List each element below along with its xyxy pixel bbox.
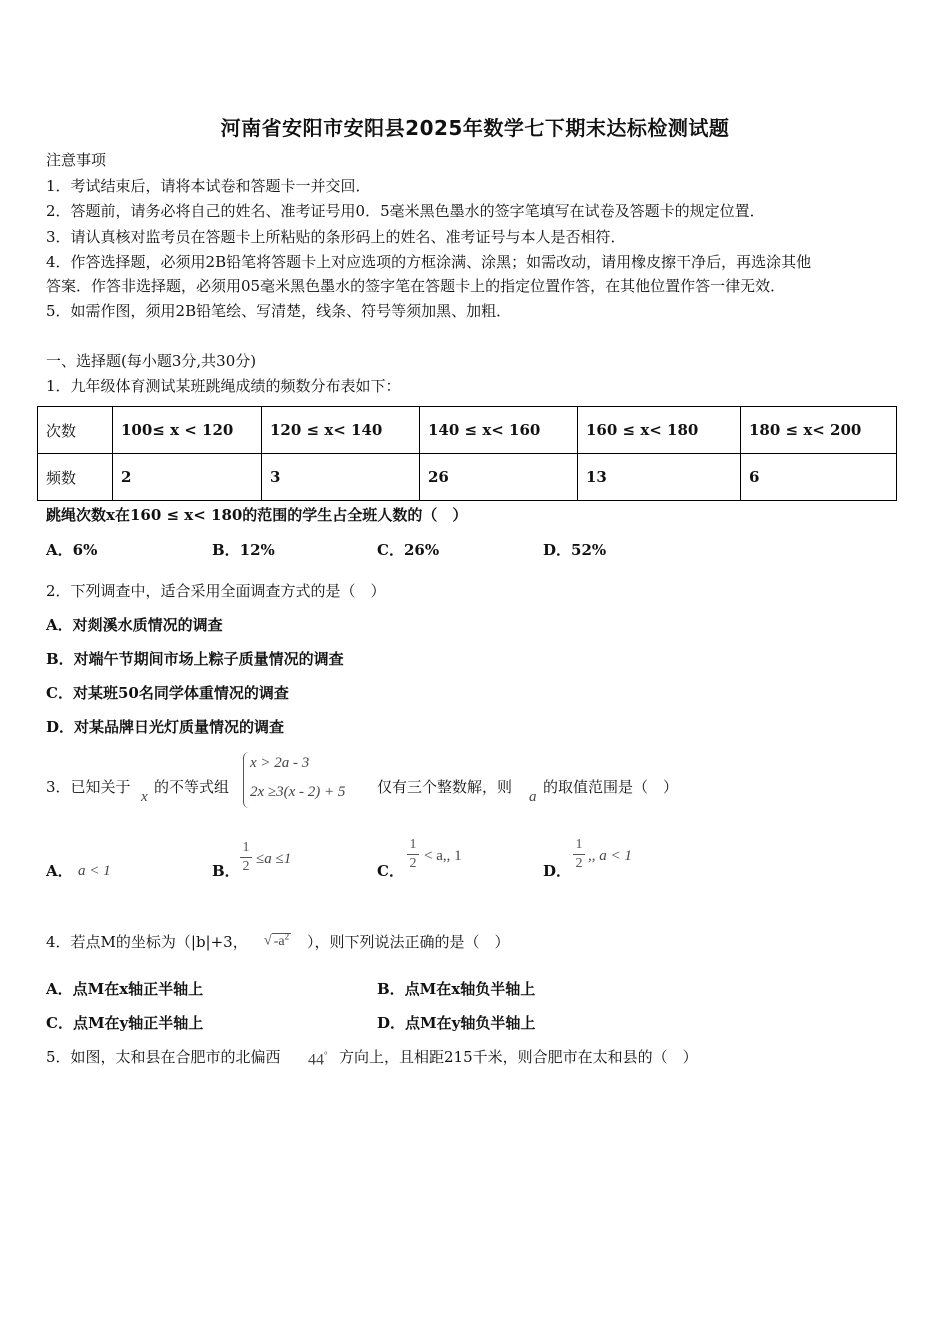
q1-option-c: C．26% — [377, 541, 440, 559]
q2-stem: 2．下列调查中，适合采用全面调查方式的是（ ） — [46, 582, 386, 600]
page-title: 河南省安阳市安阳县2025年数学七下期末达标检测试题 — [220, 116, 730, 140]
fraction-bar — [240, 857, 252, 858]
q3-option-c-tail: < a,, 1 — [424, 848, 462, 864]
table-cell: 160 ≤ x< 180 — [578, 407, 741, 454]
fraction-bar — [407, 854, 419, 855]
frequency-table — [37, 406, 897, 501]
q3-option-b-tail: ≤a ≤1 — [256, 851, 292, 867]
fraction-denominator: 2 — [575, 856, 583, 871]
table-cell: 140 ≤ x< 160 — [420, 407, 578, 454]
q3-option-b-fraction — [240, 840, 252, 875]
q5-stem-start: 5．如图，太和县在合肥市的北偏西 — [46, 1048, 281, 1066]
q3-var-x: x — [141, 789, 148, 805]
inequality-brace — [243, 752, 250, 808]
q3-option-d-tail: ,, a < 1 — [588, 848, 632, 864]
notice-item-4-cont: 答案．作答非选择题，必须用05毫米黑色墨水的签字笔在答题卡上的指定位置作答，在其他位置作答一律无效． — [46, 277, 786, 295]
q1-option-b: B．12% — [212, 541, 275, 559]
q3-inequality-1: x > 2a - 3 — [250, 755, 310, 771]
table-row — [38, 454, 897, 501]
sqrt-content: -a — [273, 933, 285, 949]
q1-option-d: D．52% — [543, 541, 607, 559]
q3-option-a-label: A． — [46, 862, 73, 880]
notice-heading: 注意事项 — [46, 151, 107, 169]
fraction-bar — [573, 854, 585, 855]
q3-option-b-label: B． — [212, 862, 240, 880]
q4-sqrt — [264, 926, 291, 952]
q2-option-c: C．对某班50名同学体重情况的调查 — [46, 684, 289, 702]
q3-option-d-label: D． — [543, 862, 572, 880]
q3-suffix: 仅有三个整数解，则 — [377, 778, 513, 796]
q4-option-b: B．点M在x轴负半轴上 — [377, 980, 536, 998]
notice-item-3: 3．请认真核对监考员在答题卡上所粘贴的条形码上的姓名、准考证号与本人是否相符． — [46, 228, 626, 246]
q4-option-c: C．点M在y轴正半轴上 — [46, 1014, 204, 1032]
table-cell: 100≤ x < 120 — [113, 407, 262, 454]
fraction-numerator: 1 — [575, 837, 583, 852]
table-cell: 13 — [578, 454, 741, 501]
degree-symbol: ° — [324, 1050, 328, 1060]
sqrt-radicand — [272, 933, 291, 949]
q5-angle — [308, 1045, 328, 1070]
q4-option-a: A．点M在x轴正半轴上 — [46, 980, 204, 998]
fraction-numerator: 1 — [409, 837, 417, 852]
fraction-denominator: 2 — [409, 856, 417, 871]
q3-var-a: a — [529, 789, 537, 805]
fraction-denominator: 2 — [242, 859, 250, 874]
q3-option-a-value: a < 1 — [78, 863, 111, 879]
table-cell: 180 ≤ x< 200 — [741, 407, 897, 454]
q4-option-d: D．点M在y轴负半轴上 — [377, 1014, 536, 1032]
sqrt-exponent: 2 — [284, 931, 290, 941]
q3-prefix: 3．已知关于 — [46, 778, 131, 796]
notice-item-4: 4．作答选择题，必须用2B铅笔将答题卡上对应选项的方框涂满、涂黑；如需改动，请用橡皮擦干净后，再选涂其他 — [46, 253, 812, 271]
q4-stem-start: 4．若点M的坐标为（|b|+3， — [46, 933, 248, 951]
sqrt-icon: √ — [264, 933, 272, 949]
q3-option-d-fraction — [573, 837, 585, 872]
table-cell: 2 — [113, 454, 262, 501]
q1-question: 跳绳次数x在160 ≤ x< 180的范围的学生占全班人数的（ ） — [46, 506, 468, 524]
notice-item-1: 1．考试结束后，请将本试卷和答题卡一并交回． — [46, 177, 371, 195]
notice-item-5: 5．如需作图，须用2B铅笔绘、写清楚，线条、符号等须加黑、加粗． — [46, 302, 512, 320]
q1-option-a: A．6% — [46, 541, 98, 559]
table-row — [38, 407, 897, 454]
notice-item-2: 2．答题前，请务必将自己的姓名、准考证号用0．5毫米黑色墨水的签字笔填写在试卷及答题卡的规定位置． — [46, 202, 765, 220]
table-cell: 6 — [741, 454, 897, 501]
table-cell: 次数 — [38, 407, 113, 454]
angle-value: 44 — [308, 1051, 324, 1069]
q2-option-a: A．对剡溪水质情况的调查 — [46, 616, 223, 634]
q5-stem-end: 方向上，且相距215千米，则合肥市在太和县的（ ） — [339, 1048, 698, 1066]
table-cell: 3 — [262, 454, 420, 501]
q3-mid: 的不等式组 — [154, 778, 230, 796]
section-heading: 一、选择题(每小题3分,共30分) — [46, 352, 257, 370]
q1-stem: 1．九年级体育测试某班跳绳成绩的频数分布表如下： — [46, 377, 401, 395]
table-cell: 120 ≤ x< 140 — [262, 407, 420, 454]
q3-option-c-fraction — [407, 837, 419, 872]
table-cell: 26 — [420, 454, 578, 501]
q3-end: 的取值范围是（ ） — [543, 778, 679, 796]
table-cell: 频数 — [38, 454, 113, 501]
q2-option-b: B．对端午节期间市场上粽子质量情况的调查 — [46, 650, 344, 668]
q3-option-c-label: C． — [377, 862, 404, 880]
q3-inequality-2: 2x ≥3(x - 2) + 5 — [250, 784, 346, 800]
fraction-numerator: 1 — [242, 840, 250, 855]
q4-stem-end: ），则下列说法正确的是（ ） — [307, 933, 510, 951]
q2-option-d: D．对某品牌日光灯质量情况的调查 — [46, 718, 285, 736]
